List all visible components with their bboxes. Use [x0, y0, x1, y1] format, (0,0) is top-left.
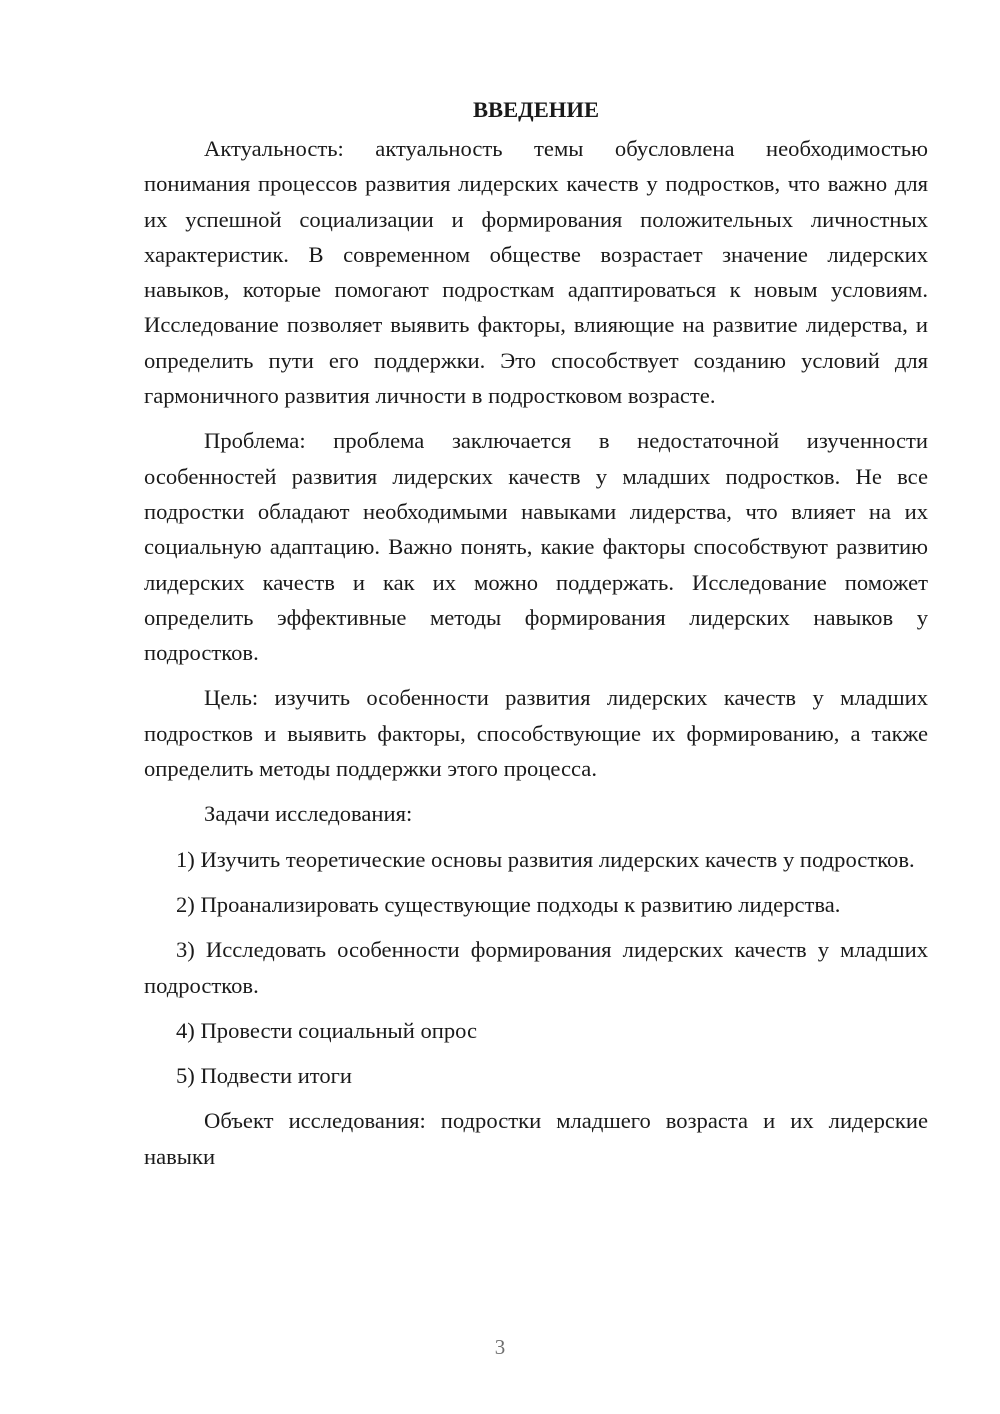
paragraph-tasks-title: Задачи исследования: [204, 801, 413, 827]
section-heading: ВВЕДЕНИЕ [472, 97, 600, 122]
paragraph-object: Объект исследования: подростки младшего возраста и их лидерские навыки [144, 1108, 928, 1169]
task-item: 5) Подвести итоги [176, 1063, 353, 1089]
page-number: 3 [494, 1335, 506, 1359]
task-item: 2) Проанализировать существующие подходы к развитию лидерства. [176, 891, 841, 917]
paragraph-problem: Проблема: проблема заключается в недостаточной изученности особенностей развития лидерских качеств у младших подростков. Не все подростки обладают необходимыми навыками лидерства, что влияет на их социальную адаптацию. Важно понять, какие факторы способствуют развитию лидерских качеств и как их можно поддержать. Исследование поможет определить эффективные методы формирования лидерских навыков у подростков. [144, 428, 928, 666]
paragraph-goal: Цель: изучить особенности развития лидерских качеств у младших подростков и выявить факторы, способствующие их формированию, а также определить методы поддержки этого процесса. [144, 685, 928, 782]
task-list [144, 842, 928, 1094]
page-content [144, 92, 928, 1174]
task-item: 3) Исследовать особенности формирования лидерских качеств у младших подростков. [144, 937, 928, 998]
paragraph-relevance: Актуальность: актуальность темы обусловлена необходимостью понимания процессов развития лидерских качеств у подростков, что важно для их успешной социализации и формирования положительных личностных характеристик. В современном обществе возрастает значение лидерских навыков, которые помогают подросткам адаптироваться к новым условиям. Исследование позволяет выявить факторы, влияющие на развитие лидерства, и определить пути его поддержки. Это способствует созданию условий для гармоничного развития личности в подростковом возрасте. [144, 136, 928, 409]
task-item: 4) Провести социальный опрос [176, 1017, 478, 1043]
task-item: 1) Изучить теоретические основы развития лидерских качеств у подростков. [176, 846, 915, 872]
